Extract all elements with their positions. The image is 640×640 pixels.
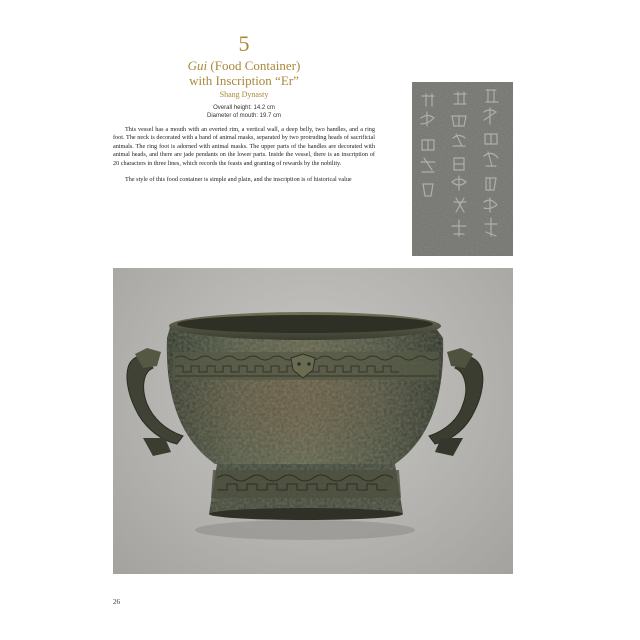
description-paragraph-2: The style of this food container is simple and plain, and the inscription is of historical value xyxy=(125,176,352,184)
entry-title xyxy=(113,58,375,88)
title-line-1 xyxy=(113,58,375,73)
title-line-2: with Inscription “Er” xyxy=(189,73,299,88)
title-italic-word: Gui xyxy=(187,58,208,73)
description-paragraph-1: This vessel has a mouth with an everted rim, a vertical wall, a deep belly, two handles, and a ring foot. The neck is decorated with a band of animal masks, separated by two protruding heads of sacrificial animals. The ring foot is adorned with animal masks. The upper parts of the handles are decorated with animal heads, and there are jade pendants on the lower parts. Inside the vessel, there is an inscription of 20 characters in three lines, which records the feasts and granting of rewards by the nobility. xyxy=(113,126,375,167)
mouth-diameter: Diameter of mouth: 19.7 cm xyxy=(206,113,282,119)
description xyxy=(113,126,375,192)
overall-height: Overall height: 14.2 cm xyxy=(213,105,275,111)
title-line-1-rest: (Food Container) xyxy=(207,58,301,73)
rubbing-graphic xyxy=(412,82,513,256)
dimensions xyxy=(113,104,375,120)
bronze-gui-vessel xyxy=(113,268,513,574)
inscription-rubbing-image xyxy=(412,82,513,256)
dynasty-label: Shang Dynasty xyxy=(219,90,269,99)
entry-number: 5 xyxy=(238,31,250,56)
page-number: 26 xyxy=(113,598,120,606)
vessel-photograph xyxy=(113,268,513,574)
entry-header xyxy=(113,32,375,120)
